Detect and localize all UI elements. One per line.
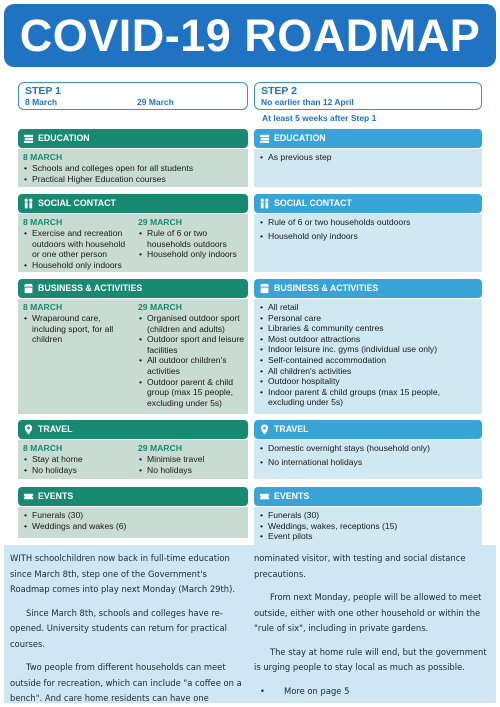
social-panel-step1	[18, 214, 248, 272]
step-gap-note: At least 5 weeks after Step 1	[262, 113, 377, 123]
social-header-step2	[254, 194, 482, 213]
list-item: • Self-contained accommodation	[259, 355, 477, 366]
people-icon	[23, 198, 34, 209]
list-item: • Indoor leisure inc. gyms (individual use only)	[259, 344, 477, 355]
events-panel-step1	[18, 507, 248, 538]
education-panel-step1	[18, 149, 248, 187]
step-2-box	[254, 82, 482, 110]
people-icon	[259, 198, 270, 209]
business-date-a: 8 MARCH	[23, 302, 63, 312]
travel-title: TRAVEL	[38, 424, 73, 434]
article-paragraph: WITH schoolchildren now back in full-time education since March 8th, step one of the Government's Roadmap comes into play next Monday (March 29th).	[10, 553, 236, 594]
page-title-banner: COVID-19 ROADMAP	[4, 4, 496, 67]
article-paragraph: nominated visitor, with testing and social distance precautions.	[254, 553, 466, 579]
list-item: • Minimise travel	[138, 454, 246, 465]
list-item: • No holidays	[138, 465, 246, 476]
travel-date-a: 8 MARCH	[23, 443, 63, 453]
article-paragraph: Since March 8th, schools and colleges have re-opened. University students can return for practical courses.	[10, 607, 227, 649]
business-panel-step1	[18, 299, 248, 414]
travel-panel-step1	[18, 440, 248, 479]
events-title: EVENTS	[38, 491, 74, 501]
events-header-step2	[254, 487, 482, 506]
article-body	[4, 545, 496, 703]
location-pin-icon	[259, 424, 270, 435]
travel-header-step1	[18, 420, 248, 439]
step-1-date-b: 29 March	[137, 97, 174, 107]
article-column-right	[254, 551, 490, 699]
shop-icon	[259, 283, 270, 294]
social-header-step1	[18, 194, 248, 213]
list-item: • Funerals (30)	[23, 510, 241, 521]
ticket-icon	[23, 491, 34, 502]
social-date-a: 8 MARCH	[23, 217, 63, 227]
education-header-step1	[18, 129, 248, 148]
list-item: • Most outdoor attractions	[259, 334, 477, 345]
article-column-left	[10, 551, 244, 707]
travel-panel-step2	[254, 440, 482, 479]
list-item: • Household only indoors	[23, 260, 131, 271]
list-item: • Rule of 6 or two households outdoors	[259, 217, 477, 228]
article-paragraph: The stay at home rule will end, but the government is urging people to stay local as much as possible.	[254, 646, 487, 672]
travel-header-step2	[254, 420, 482, 439]
list-item: • No international holidays	[259, 457, 477, 468]
list-item: • Domestic overnight stays (household only)	[259, 443, 477, 454]
business-header-step1	[18, 279, 248, 298]
social-title: SOCIAL CONTACT	[38, 198, 116, 208]
social-date-b: 29 MARCH	[138, 217, 182, 227]
list-item: • Rule of 6 or two households outdoors	[138, 228, 246, 249]
education-date-a: 8 MARCH	[23, 152, 63, 162]
list-item: • Household only indoors	[259, 231, 477, 242]
list-item: • Wraparound care, including sport, for all children	[23, 313, 131, 345]
list-item: • All retail	[259, 302, 477, 313]
step-2-date: No earlier than 12 April	[261, 97, 354, 107]
list-item: • Libraries & community centres	[259, 323, 477, 334]
business-title: BUSINESS & ACTIVITIES	[274, 283, 379, 293]
list-item: • All children's activities	[259, 366, 477, 377]
list-item: • Outdoor parent & child group (max 15 people, excluding under 5s)	[138, 377, 246, 409]
events-panel-step2	[254, 507, 482, 545]
step-1-title: STEP 1	[25, 85, 61, 97]
location-pin-icon	[23, 424, 34, 435]
list-item: • Practical Higher Education courses	[23, 174, 241, 185]
list-item: • No holidays	[23, 465, 131, 476]
education-title: EDUCATION	[274, 133, 326, 143]
shop-icon	[23, 283, 34, 294]
travel-date-b: 29 MARCH	[138, 443, 182, 453]
social-panel-step2	[254, 214, 482, 272]
ticket-icon	[259, 491, 270, 502]
events-title: EVENTS	[274, 491, 310, 501]
step-1-date-a: 8 March	[25, 97, 58, 107]
step-2-title: STEP 2	[261, 85, 297, 97]
step-1-box	[18, 82, 248, 110]
more-on-page-link	[254, 684, 490, 700]
business-title: BUSINESS & ACTIVITIES	[38, 283, 143, 293]
books-icon	[23, 133, 34, 144]
education-header-step2	[254, 129, 482, 148]
list-item: • Stay at home	[23, 454, 131, 465]
list-item: • Event pilots	[259, 531, 477, 542]
more-text: More on page 5	[284, 685, 350, 696]
list-item: • Outdoor sport and leisure facilities	[138, 334, 246, 355]
bullet-icon: •	[260, 685, 265, 696]
books-icon	[259, 133, 270, 144]
list-item: • Outdoor hospitality	[259, 376, 477, 387]
article-paragraph: From next Monday, people will be allowed to meet outside, either with one other household or within the "rule of six", including in private gardens.	[254, 592, 482, 633]
social-title: SOCIAL CONTACT	[274, 198, 352, 208]
list-item: • Exercise and recreation outdoors with household or one other person	[23, 228, 131, 260]
list-item: • Funerals (30)	[259, 510, 477, 521]
business-header-step2	[254, 279, 482, 298]
education-title: EDUCATION	[38, 133, 90, 143]
list-item: • All outdoor children's activities	[138, 355, 246, 376]
business-date-b: 29 MARCH	[138, 302, 182, 312]
list-item: • Schools and colleges open for all students	[23, 163, 241, 174]
list-item: • Weddings and wakes (6)	[23, 521, 241, 532]
list-item: • As previous step	[259, 152, 477, 163]
events-header-step1	[18, 487, 248, 506]
list-item: • Household only indoors	[138, 249, 246, 260]
travel-title: TRAVEL	[274, 424, 309, 434]
list-item: • Weddings, wakes, receptions (15)	[259, 521, 477, 532]
list-item: • Organised outdoor sport (children and adults)	[138, 313, 246, 334]
article-paragraph: Two people from different households can meet outside for recreation, which can include "a coffee on a bench". And care home residents can have one	[10, 662, 242, 703]
list-item: • Indoor parent & child groups (max 15 people, excluding under 5s)	[259, 387, 477, 408]
education-panel-step2	[254, 149, 482, 187]
list-item: • Personal care	[259, 313, 477, 324]
business-panel-step2	[254, 299, 482, 414]
